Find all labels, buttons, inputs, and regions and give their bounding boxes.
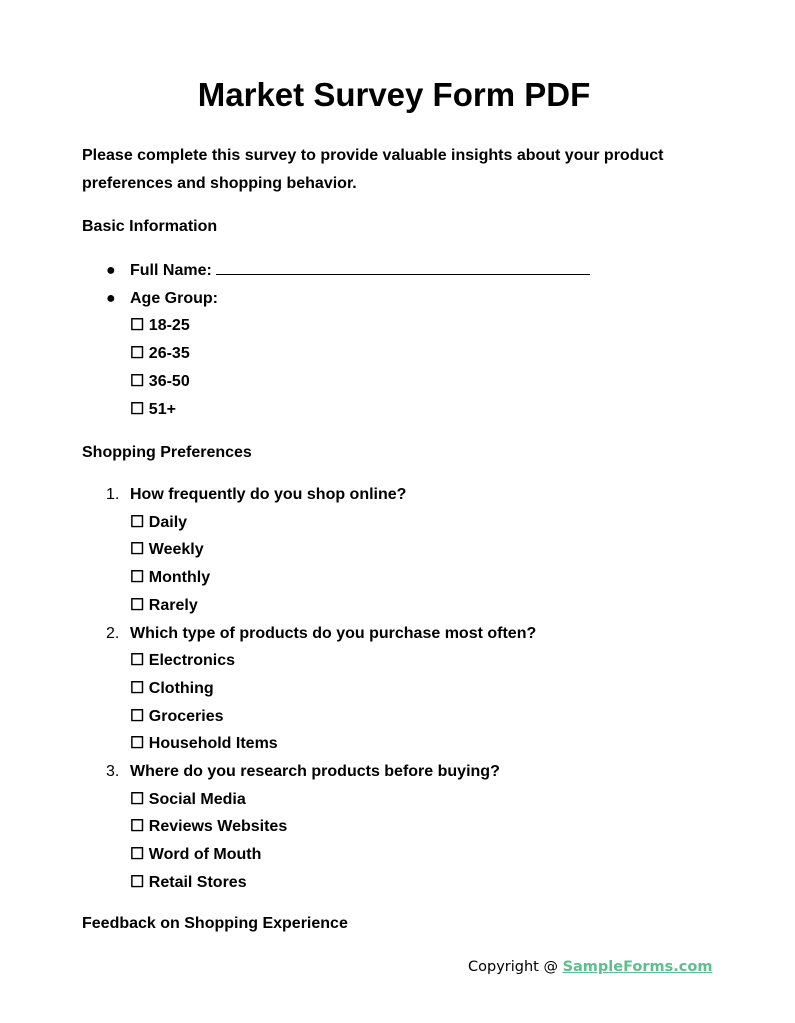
question-text: Which type of products do you purchase most often? (130, 624, 537, 642)
full-name-field[interactable] (216, 260, 590, 275)
option-checkbox[interactable]: ☐ Groceries (130, 707, 224, 725)
age-option-checkbox[interactable]: ☐ 26-35 (130, 345, 190, 363)
question-2 (106, 620, 536, 759)
bullet-icon: ● (106, 289, 116, 307)
option-checkbox[interactable]: ☐ Social Media (130, 790, 246, 808)
section-basic-information: Basic Information (82, 218, 218, 235)
page-title: Market Survey Form PDF (197, 76, 591, 113)
option-checkbox[interactable]: ☐ Weekly (130, 541, 204, 559)
option-checkbox[interactable]: ☐ Electronics (130, 652, 236, 670)
question-text: How frequently do you shop online? (130, 486, 407, 503)
section-shopping-preferences: Shopping Preferences (82, 444, 252, 461)
option-checkbox[interactable]: ☐ Rarely (130, 596, 198, 614)
shopping-questions (106, 481, 536, 897)
age-group-label: Age Group: (130, 289, 218, 307)
full-name-label: Full Name: (130, 262, 212, 279)
option-checkbox[interactable]: ☐ Retail Stores (130, 873, 247, 891)
copyright-text: Copyright @ (468, 959, 563, 975)
question-3 (106, 758, 536, 897)
bullet-icon: ● (106, 262, 116, 279)
option-checkbox[interactable]: ☐ Household Items (130, 735, 278, 753)
age-option-checkbox[interactable]: ☐ 51+ (130, 400, 176, 418)
question-text: Where do you research products before buying? (130, 763, 500, 781)
question-number: 1. (106, 486, 120, 503)
age-group-item (106, 285, 590, 424)
sampleforms-link[interactable]: SampleForms.com (562, 959, 713, 975)
option-checkbox[interactable]: ☐ Reviews Websites (130, 818, 288, 836)
option-checkbox[interactable]: ☐ Clothing (130, 679, 214, 697)
section-feedback: Feedback on Shopping Experience (82, 915, 348, 932)
full-name-item (106, 257, 590, 285)
age-option-checkbox[interactable]: ☐ 36-50 (130, 372, 190, 390)
basic-info-list (106, 257, 590, 423)
age-option-checkbox[interactable]: ☐ 18-25 (130, 317, 190, 335)
question-1 (106, 481, 536, 620)
question-number: 2. (106, 624, 120, 642)
copyright-footer (468, 957, 712, 977)
question-number: 3. (106, 763, 120, 781)
option-checkbox[interactable]: ☐ Daily (130, 513, 188, 531)
option-checkbox[interactable]: ☐ Word of Mouth (130, 846, 262, 864)
intro-text: Please complete this survey to provide valuable insights about your product preferences and shopping behavior. (82, 147, 664, 192)
option-checkbox[interactable]: ☐ Monthly (130, 569, 211, 587)
